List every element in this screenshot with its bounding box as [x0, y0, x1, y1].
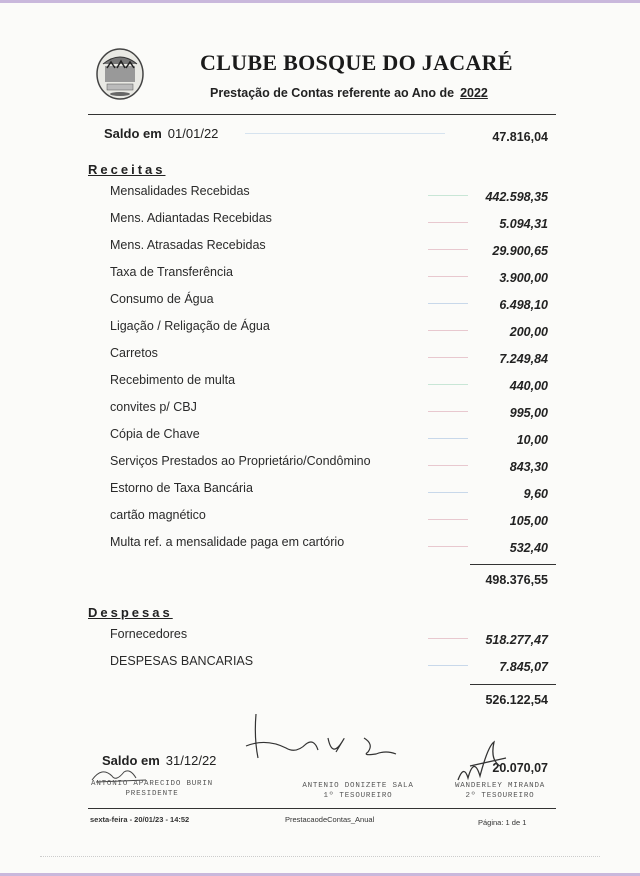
opening-balance-label	[104, 126, 218, 141]
receita-item-amount: 6.498,10	[499, 298, 548, 312]
receita-item-amount: 532,40	[509, 541, 548, 555]
footer-date: sexta-feira - 20/01/23 - 14:52	[90, 815, 190, 824]
receita-item-label: Mens. Adiantadas Recebidas	[110, 211, 272, 225]
signature-name: ANTONIO APARECIDO BURIN	[91, 780, 213, 788]
report-year: 2022	[460, 86, 488, 100]
opening-balance-date: 01/01/22	[167, 126, 219, 141]
receita-item-label: Estorno de Taxa Bancária	[110, 481, 253, 495]
opening-balance-leader	[245, 133, 445, 134]
opening-balance-amount: 47.816,04	[492, 130, 548, 144]
page-current: 1	[505, 818, 510, 827]
receitas-total-rule	[470, 564, 556, 565]
receita-item-amount: 995,00	[509, 406, 548, 420]
receita-item-amount: 105,00	[509, 514, 548, 528]
page-of: de	[511, 818, 521, 827]
opening-balance-text: Saldo em	[104, 126, 162, 141]
bottom-dotted-line	[40, 856, 600, 857]
receita-item-label: convites p/ CBJ	[110, 400, 197, 414]
receita-item-label: Mensalidades Recebidas	[110, 184, 250, 198]
club-title: CLUBE BOSQUE DO JACARÉ	[200, 50, 513, 75]
subtitle-text: Prestação de Contas referente ao Ano de	[210, 86, 455, 100]
signature-role: 2º TESOUREIRO	[465, 792, 535, 800]
report-subtitle	[210, 86, 488, 100]
receita-item-label: Recebimento de multa	[110, 373, 236, 387]
closing-balance-date: 31/12/22	[165, 753, 217, 768]
receita-item-label: Cópia de Chave	[110, 427, 200, 441]
receita-item-amount: 9,60	[523, 487, 548, 501]
signature-tesoureiro-1	[288, 781, 428, 801]
receita-item-label: cartão magnético	[110, 508, 206, 522]
receita-item-amount: 7.249,84	[499, 352, 548, 366]
despesas-total-rule	[470, 684, 556, 685]
despesas-heading: Despesas	[88, 605, 173, 620]
page-label: Página:	[478, 818, 504, 827]
receita-item-label: Multa ref. a mensalidade paga em cartório	[110, 535, 345, 549]
signature-tesoureiro-1-icon	[236, 708, 416, 768]
receita-item-label: Serviços Prestados ao Proprietário/Condômino	[110, 454, 371, 468]
footer-rule	[88, 808, 556, 809]
receitas-total: 498.376,55	[485, 573, 548, 587]
footer-filename: PrestacaodeContas_Anual	[285, 815, 375, 824]
receita-item-label: Carretos	[110, 346, 158, 360]
receita-item-amount: 3.900,00	[499, 271, 548, 285]
signature-name: WANDERLEY MIRANDA	[454, 782, 546, 790]
receita-item-label: Consumo de Água	[110, 292, 214, 306]
despesa-bancarias-amount: 7.845,07	[499, 660, 548, 674]
signature-tesoureiro-2-icon	[450, 736, 520, 786]
receita-item-amount: 440,00	[509, 379, 548, 393]
receita-item-amount: 5.094,31	[499, 217, 548, 231]
signature-role: PRESIDENTE	[125, 790, 179, 798]
despesa-fornecedores-label: Fornecedores	[110, 627, 188, 641]
closing-balance-amount: 20.070,07	[492, 761, 548, 775]
receita-item-label: Ligação / Religação de Água	[110, 319, 270, 333]
signature-presidente	[82, 779, 222, 799]
receita-item-label: Taxa de Transferência	[110, 265, 233, 279]
header-rule	[88, 114, 556, 115]
page-total: 1	[522, 818, 527, 827]
receita-item-label: Mens. Atrasadas Recebidas	[110, 238, 266, 252]
signature-tesoureiro-2	[444, 781, 556, 801]
signature-name: ANTENIO DONIZETE SALA	[302, 782, 414, 790]
receita-item-amount: 843,30	[509, 460, 548, 474]
receita-item-amount: 29.900,65	[492, 244, 548, 258]
receita-item-amount: 10,00	[516, 433, 548, 447]
receita-item-amount: 200,00	[509, 325, 548, 339]
receitas-heading: Receitas	[88, 162, 166, 177]
despesa-bancarias-label: DESPESAS BANCARIAS	[110, 654, 254, 668]
despesa-fornecedores-amount: 518.277,47	[485, 633, 548, 647]
closing-balance-text: Saldo em	[102, 753, 160, 768]
page-edge-top	[0, 0, 640, 3]
signature-role: 1º TESOUREIRO	[323, 792, 393, 800]
footer-page	[478, 818, 526, 827]
despesas-total: 526.122,54	[485, 693, 548, 707]
receita-item-amount: 442.598,35	[485, 190, 548, 204]
club-logo-icon	[95, 46, 145, 100]
